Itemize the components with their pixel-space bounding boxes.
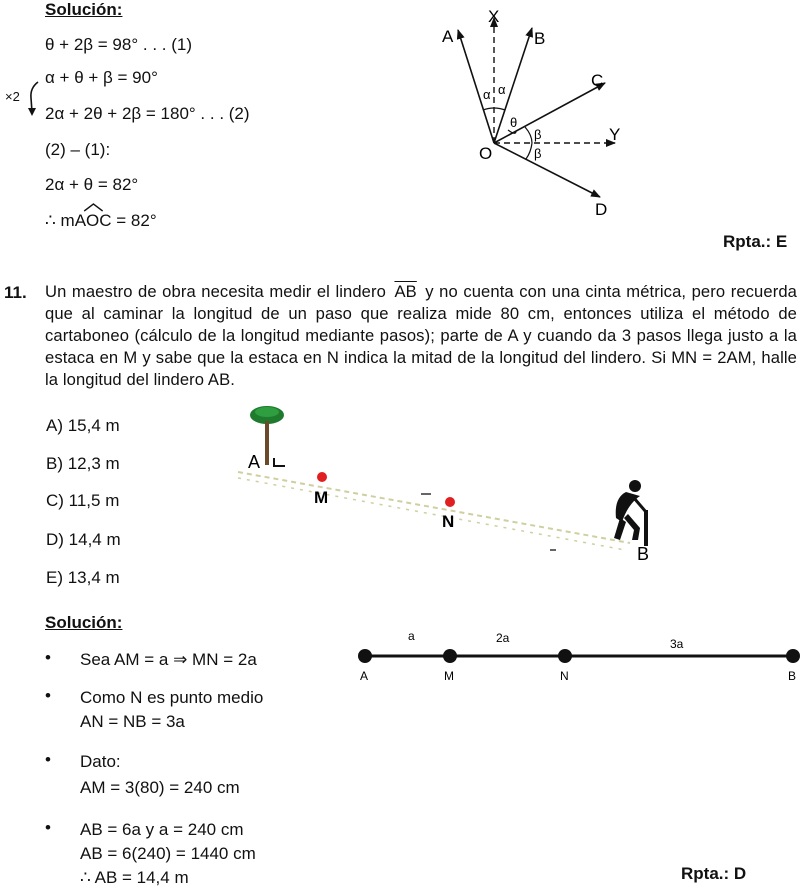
solution-heading-2: Solución: — [45, 613, 123, 632]
length-am: a — [408, 629, 415, 643]
label-beta-2: β — [534, 146, 542, 161]
field-label-n: N — [442, 512, 455, 531]
field-illustration — [230, 400, 670, 570]
bullet-dot: • — [45, 818, 51, 837]
answer-1: Rpta.: E — [723, 232, 788, 251]
equation-3: 2α + 2θ + 2β = 180° . . . (2) — [45, 104, 250, 123]
label-alpha-1: α — [483, 87, 491, 102]
bullet-2-line-2: AN = NB = 3a — [80, 712, 185, 731]
point-label-m: M — [444, 669, 454, 683]
angle-aoc — [75, 211, 112, 231]
point-m — [443, 649, 457, 663]
bullet-3-line-1: Dato: — [80, 752, 121, 771]
option-d: D) 14,4 m — [46, 530, 121, 549]
label-c: C — [591, 71, 604, 90]
arc-beta-top — [525, 127, 532, 143]
point-b — [786, 649, 800, 663]
option-e: E) 13,4 m — [46, 568, 120, 587]
equation-5: 2α + θ = 82° — [45, 175, 139, 194]
arc-beta-bottom — [526, 143, 532, 159]
point-n — [558, 649, 572, 663]
label-a: A — [442, 27, 454, 46]
equation-2: α + θ + β = 90° — [45, 68, 158, 87]
label-beta-1: β — [534, 127, 542, 142]
equation-6 — [45, 211, 157, 231]
length-nb: 3a — [670, 637, 684, 651]
ray-od — [494, 143, 600, 197]
label-theta: θ — [510, 115, 518, 130]
segment-diagram — [350, 625, 800, 685]
field-label-m: M — [314, 488, 329, 507]
worker-icon — [614, 480, 648, 546]
stake-m-dot — [317, 472, 327, 482]
option-c: C) 11,5 m — [46, 491, 120, 510]
bullet-4-line-2: AB = 6(240) = 1440 cm — [80, 844, 256, 863]
bullet-dot: • — [45, 750, 51, 769]
times-two-label: ×2 — [5, 89, 20, 104]
field-label-a: A — [248, 452, 261, 472]
bullet-dot: • — [45, 686, 51, 705]
bullet-3-line-2: AM = 3(80) = 240 cm — [80, 778, 240, 797]
segment-ab: $\overline{AB}$ — [394, 282, 417, 301]
bullet-4-line-1: AB = 6a y a = 240 cm — [80, 820, 244, 839]
problem-number: 11. — [4, 283, 27, 302]
point-label-n: N — [560, 669, 569, 683]
problem-text-pre: Un maestro de obra necesita medir el lindero — [45, 282, 392, 301]
label-b: B — [534, 29, 546, 48]
field-label-b: B — [637, 544, 650, 564]
solution-heading-1: Solución: — [45, 0, 123, 19]
option-a: A) 15,4 m — [46, 416, 120, 435]
label-o: O — [479, 144, 493, 163]
angle-aoc-text: AOC — [74, 211, 112, 230]
equation-1: θ + 2β = 98° . . . (1) — [45, 35, 192, 54]
bullet-4-line-3: ∴ AB = 14,4 m — [80, 868, 189, 887]
stake-n-dot — [445, 497, 455, 507]
angle-hat-icon — [75, 202, 112, 212]
point-a — [358, 649, 372, 663]
bullet-dot: • — [45, 648, 51, 667]
answer-2: Rpta.: D — [681, 864, 747, 883]
bullet-1-text: Sea AM = a ⇒ MN = 2a — [80, 650, 257, 669]
label-d: D — [595, 200, 608, 219]
equation-6-prefix: ∴ m — [45, 211, 75, 230]
angle-diagram — [420, 0, 660, 225]
problem-text-post: y no cuenta con una cinta métrica, pero recuerda que al caminar la longitud de un paso que realiza mide 80 cm, entonces utiliza el método de cartaboneo (cálculo de la longitud mediante pasos); parte de A y cuando da 3 pasos llega justo a la estaca en M y sabe que la estaca en N indica la mitad de la longitud del lindero. Si MN = 2AM, halle la longitud del lindero AB. — [45, 282, 797, 389]
point-label-a: A — [360, 669, 369, 683]
label-y: Y — [609, 125, 621, 144]
problem-text — [45, 281, 797, 391]
equation-4: (2) – (1): — [45, 140, 111, 159]
equation-6-suffix: = 82° — [111, 211, 157, 230]
point-label-b: B — [788, 669, 797, 683]
label-x: X — [488, 7, 500, 26]
bullet-2-line-1: Como N es punto medio — [80, 688, 264, 707]
option-b: B) 12,3 m — [46, 454, 120, 473]
length-mn: 2a — [496, 631, 510, 645]
label-alpha-2: α — [498, 82, 506, 97]
